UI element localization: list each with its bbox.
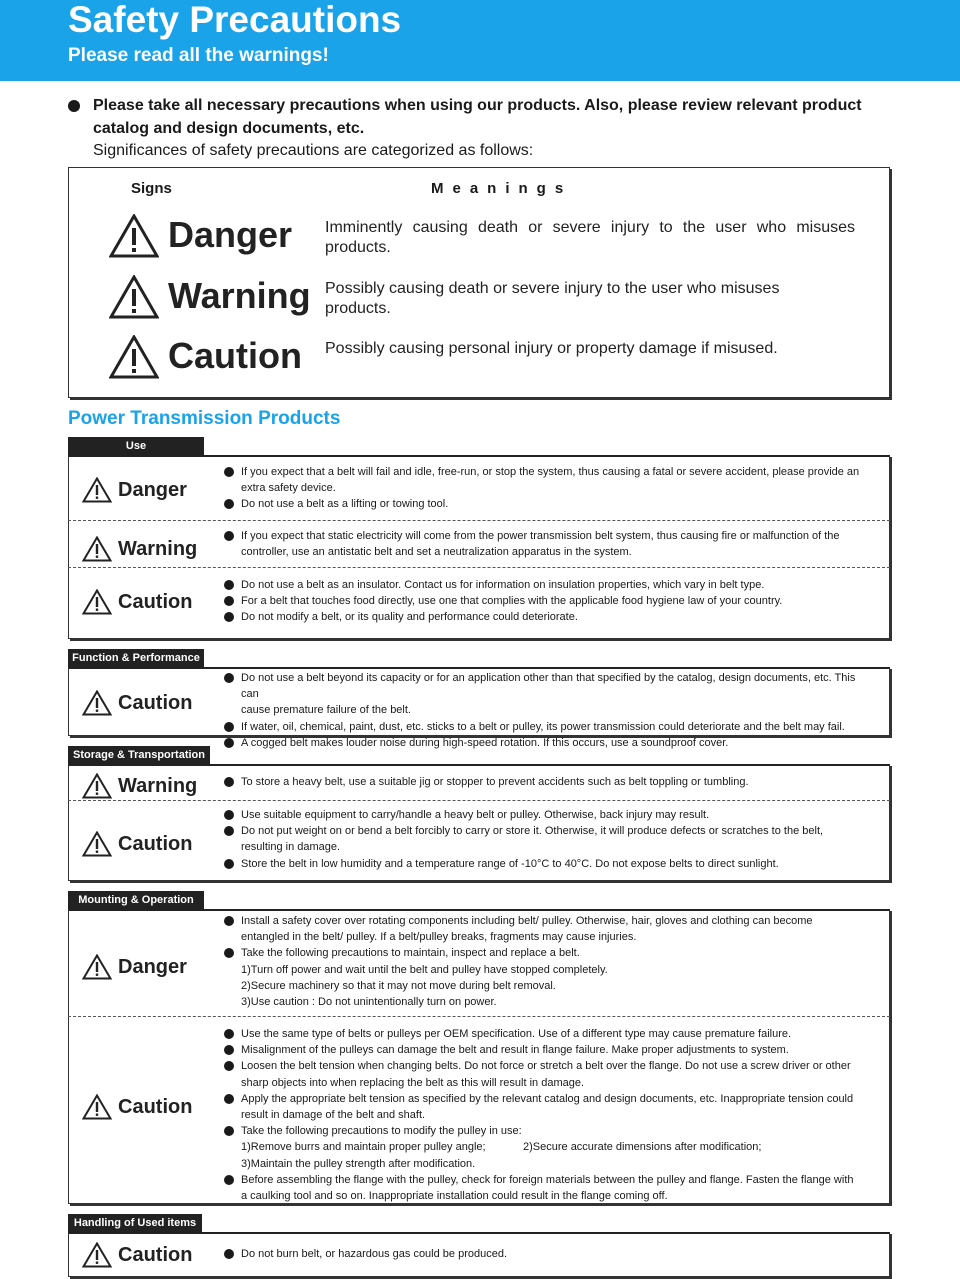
warning-triangle-icon <box>82 477 112 503</box>
list-item-continued: 1)Remove burrs and maintain proper pulley angle; 2)Secure accurate dimensions after modification; <box>241 1141 762 1154</box>
bullet-dot-icon <box>224 722 234 732</box>
section-title: Power Transmission Products <box>68 408 341 429</box>
signs-meanings-table <box>68 167 890 398</box>
use-danger-list <box>222 464 862 513</box>
list-item-continued: extra safety device. <box>241 482 336 495</box>
list-item: Before assembling the flange with the pulley, check for foreign materials between the pulley and flange. Fasten the flange with <box>222 1172 862 1188</box>
list-item: Take the following precautions to maintain, inspect and replace a belt. <box>222 945 862 961</box>
tab-function-performance: Function & Performance <box>68 649 204 667</box>
list-item-continued: cause premature failure of the belt. <box>241 704 411 717</box>
warning-triangle-icon <box>109 335 159 379</box>
warning-triangle-icon <box>82 954 112 980</box>
tab-use: Use <box>68 437 204 455</box>
storage-caution-list <box>222 807 862 872</box>
danger-label: Danger <box>118 479 187 501</box>
bullet-dot-icon <box>68 100 80 112</box>
bullet-dot-icon <box>224 916 234 926</box>
caution-label: Caution <box>118 1096 193 1118</box>
mounting-danger-list <box>222 913 862 1010</box>
bullet-dot-icon <box>224 738 234 748</box>
list-item-continued: 2)Secure machinery so that it may not move during belt removal. <box>241 979 556 992</box>
list-item-continued: controller, use an antistatic belt and set a neutralization apparatus in the system. <box>241 546 632 559</box>
bullet-dot-icon <box>224 580 234 590</box>
use-caution-list <box>222 577 862 626</box>
bullet-dot-icon <box>224 612 234 622</box>
list-item: Install a safety cover over rotating components including belt/ pulley. Otherwise, hair, gloves and clothing can become <box>222 913 862 929</box>
tab-handling-used-items: Handling of Used items <box>68 1214 202 1232</box>
function-caution-list <box>222 670 862 751</box>
warning-meaning: Possibly causing death or severe injury to the user who misuses products. <box>325 280 780 317</box>
signs-header: Signs <box>131 180 172 197</box>
list-item: Loosen the belt tension when changing belts. Do not force or stretch a belt over the flange. Do not use a screw driver or other <box>222 1058 862 1074</box>
storage-warning-list <box>222 774 862 790</box>
bullet-dot-icon <box>224 1175 234 1185</box>
list-item: Use suitable equipment to carry/handle a heavy belt or pulley. Otherwise, back injury may result. <box>222 807 862 823</box>
caution-label: Caution <box>118 692 193 714</box>
warning-triangle-icon <box>109 214 159 258</box>
dashed-divider <box>68 567 890 568</box>
warning-label: Warning <box>118 538 198 560</box>
bullet-dot-icon <box>224 1029 234 1039</box>
list-item: Do not put weight on or bend a belt forcibly to carry or store it. Otherwise, it will produce defects or scratches to the belt, <box>222 823 862 839</box>
warning-triangle-icon <box>109 275 159 319</box>
bullet-dot-icon <box>224 1094 234 1104</box>
list-item: Misalignment of the pulleys can damage the belt and result in flange failure. Make proper adjustments to system. <box>222 1042 862 1058</box>
caution-label: Caution <box>118 591 193 613</box>
page-subtitle: Please read all the warnings! <box>68 45 329 66</box>
bullet-dot-icon <box>224 467 234 477</box>
list-item: Do not use a belt beyond its capacity or for an application other than that specified by the catalog, design documents, etc. This can <box>222 670 862 702</box>
danger-meaning: Imminently causing death or severe injury to the user who misuses products. <box>325 219 855 256</box>
list-item: Take the following precautions to modify the pulley in use: <box>222 1123 862 1139</box>
use-warning-list <box>222 528 862 560</box>
bullet-dot-icon <box>224 1045 234 1055</box>
bullet-dot-icon <box>224 596 234 606</box>
warning-triangle-icon <box>82 1094 112 1120</box>
list-item: Apply the appropriate belt tension as specified by the relevant catalog and design documents, etc. Inappropriate tension could <box>222 1091 862 1107</box>
bullet-dot-icon <box>224 531 234 541</box>
intro-line: Significances of safety precautions are categorized as follows: <box>93 142 534 159</box>
list-item: A cogged belt makes louder noise during high-speed rotation. If this occurs, use a soundproof cover. <box>222 735 862 751</box>
warning-triangle-icon <box>82 589 112 615</box>
warning-label: Warning <box>118 775 198 797</box>
dashed-divider <box>68 1016 890 1017</box>
list-item-continued: resulting in damage. <box>241 841 341 854</box>
dashed-divider <box>68 800 890 801</box>
bullet-dot-icon <box>224 810 234 820</box>
list-item: To store a heavy belt, use a suitable jig or stopper to prevent accidents such as belt toppling or tumbling. <box>222 774 862 790</box>
warning-triangle-icon <box>82 1242 112 1268</box>
list-item: Store the belt in low humidity and a temperature range of -10°C to 40°C. Do not expose belts to direct sunlight. <box>222 856 862 872</box>
bullet-dot-icon <box>224 826 234 836</box>
list-item-continued: entangled in the belt/ pulley. If a belt/pulley breaks, fragments may cause injuries. <box>241 931 637 944</box>
warning-triangle-icon <box>82 773 112 799</box>
list-item: If you expect that a belt will fail and idle, free-run, or stop the system, thus causing a fatal or severe accident, please provide an <box>222 464 862 480</box>
list-item: Use the same type of belts or pulleys per OEM specification. Use of a different type may cause premature failure. <box>222 1026 862 1042</box>
caution-label: Caution <box>168 335 302 376</box>
warning-triangle-icon <box>82 536 112 562</box>
intro-line: catalog and design documents, etc. <box>93 119 365 137</box>
bullet-dot-icon <box>224 1126 234 1136</box>
meanings-header: Meanings <box>431 180 573 197</box>
mounting-caution-list <box>222 1026 862 1204</box>
intro-text <box>68 95 888 163</box>
list-item-continued: 1)Turn off power and wait until the belt and pulley have stopped completely. <box>241 963 608 976</box>
list-item: If you expect that static electricity will come from the power transmission belt system, thus causing fire or malfunction of the <box>222 528 862 544</box>
bullet-dot-icon <box>224 859 234 869</box>
list-item: Do not use a belt as a lifting or towing tool. <box>222 496 862 512</box>
bullet-dot-icon <box>224 1061 234 1071</box>
warning-label: Warning <box>168 275 311 316</box>
page-title: Safety Precautions <box>68 0 402 40</box>
warning-triangle-icon <box>82 690 112 716</box>
warning-triangle-icon <box>82 831 112 857</box>
list-item: Do not use a belt as an insulator. Contact us for information on insulation properties, which vary in belt type. <box>222 577 862 593</box>
list-item: If water, oil, chemical, paint, dust, etc. sticks to a belt or pulley, its power transmission could deteriorate and the belt may fail. <box>222 719 862 735</box>
list-item-continued: a caulking tool and so on. Inappropriate installation could result in the flange coming off. <box>241 1190 668 1203</box>
caution-label: Caution <box>118 833 193 855</box>
intro-line: Please take all necessary precautions when using our products. Also, please review relevant product <box>68 95 888 118</box>
bullet-dot-icon <box>224 673 234 683</box>
list-item-continued: 3)Use caution : Do not unintentionally turn on power. <box>241 996 497 1009</box>
dashed-divider <box>68 520 890 521</box>
list-item: For a belt that touches food directly, use one that complies with the applicable food hygiene law of your country. <box>222 593 862 609</box>
used-items-caution-list <box>222 1246 862 1262</box>
danger-label: Danger <box>118 956 187 978</box>
danger-label: Danger <box>168 214 293 255</box>
bullet-dot-icon <box>224 1249 234 1259</box>
list-item: Do not modify a belt, or its quality and performance could deteriorate. <box>222 609 862 625</box>
list-item-continued: 3)Maintain the pulley strength after modification. <box>241 1157 476 1170</box>
list-item-continued: sharp objects into when replacing the belt as this will result in damage. <box>241 1076 585 1089</box>
bullet-dot-icon <box>224 499 234 509</box>
caution-meaning: Possibly causing personal injury or property damage if misused. <box>325 340 778 357</box>
tab-mounting-operation: Mounting & Operation <box>68 891 204 909</box>
caution-label: Caution <box>118 1244 193 1266</box>
header-banner <box>0 0 960 81</box>
tab-storage-transportation: Storage & Transportation <box>68 746 210 764</box>
bullet-dot-icon <box>224 948 234 958</box>
list-item-continued: result in damage of the belt and shaft. <box>241 1109 426 1122</box>
list-item: Do not burn belt, or hazardous gas could be produced. <box>222 1246 862 1262</box>
bullet-dot-icon <box>224 777 234 787</box>
